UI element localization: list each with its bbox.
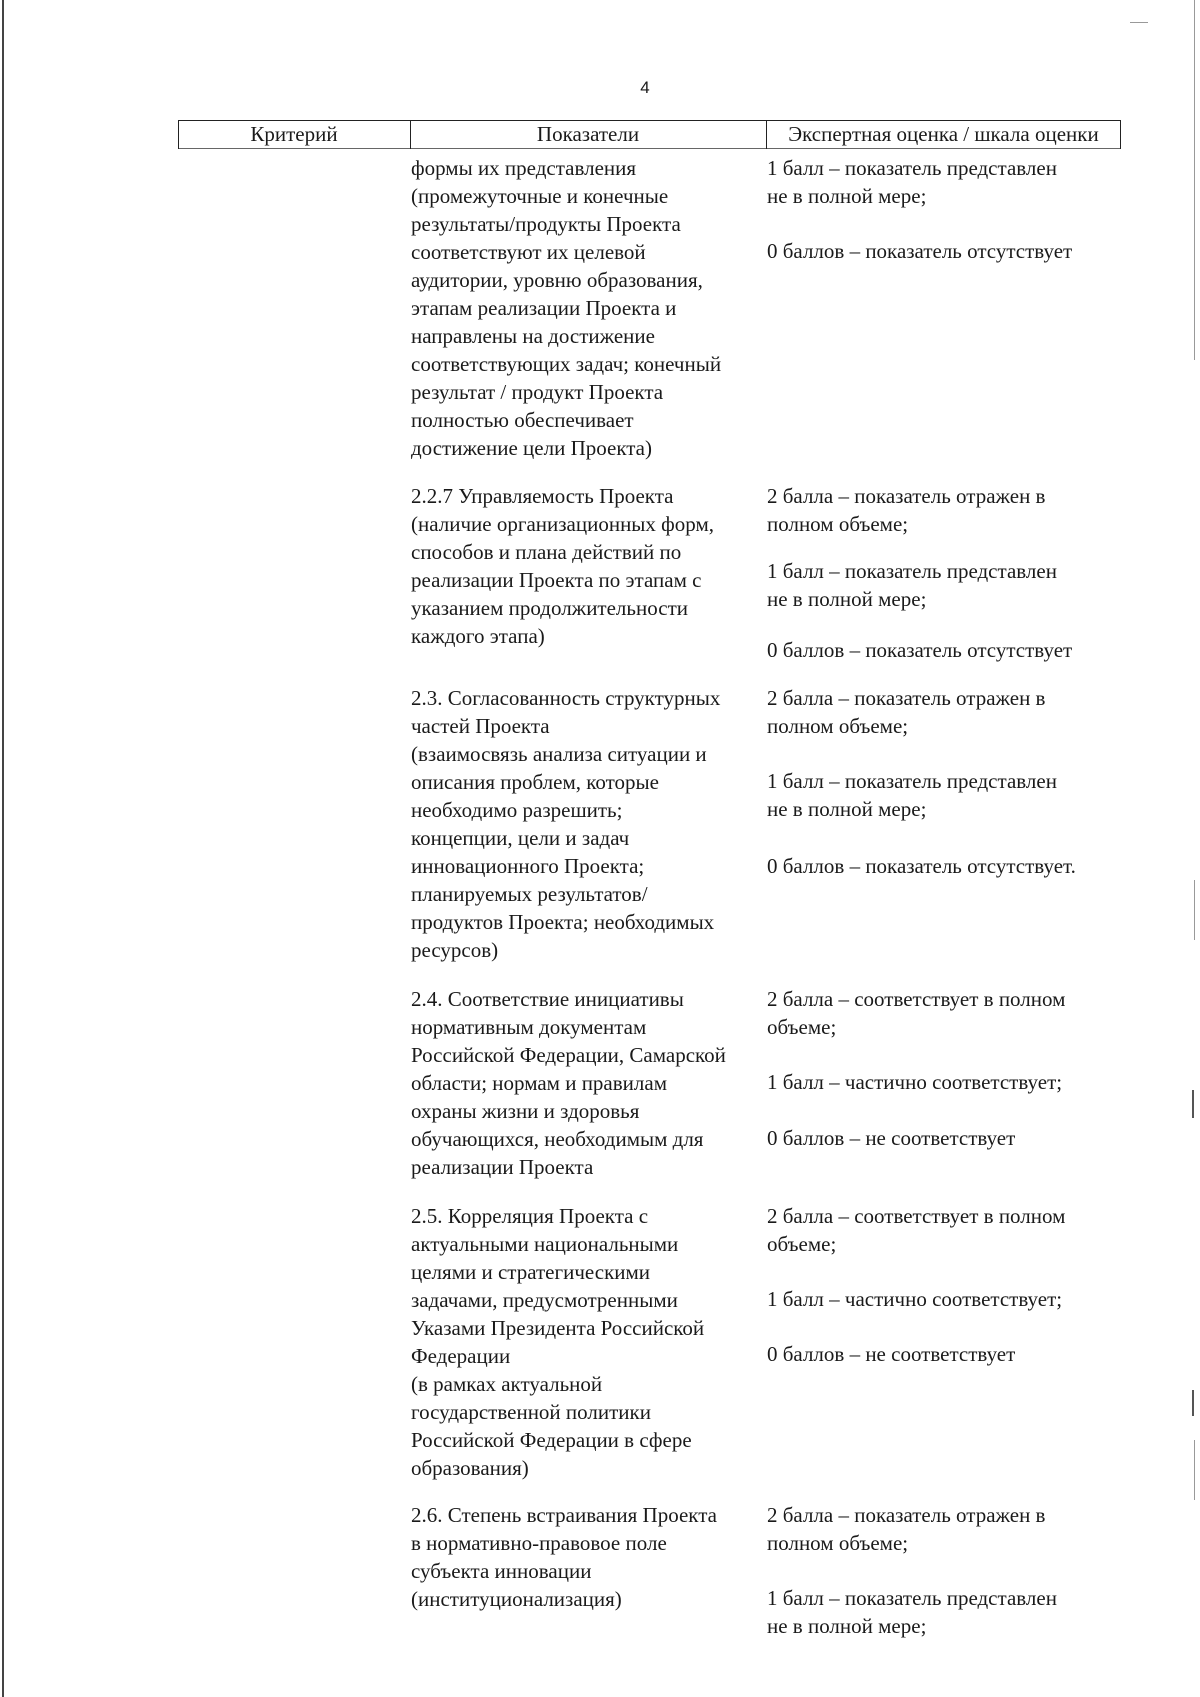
score-item — [767, 557, 1117, 613]
score-item — [767, 1124, 1117, 1152]
score-item — [767, 482, 1117, 538]
scan-edge-left — [2, 0, 4, 1697]
score-line: 1 балл – показатель представлен — [767, 1586, 1057, 1610]
indicator-line: Указами Президента Российской — [411, 1316, 705, 1340]
header-criterion: Критерий — [250, 122, 338, 146]
indicator-line: концепции, цели и задач — [411, 826, 630, 850]
score-line: полном объеме; — [767, 714, 909, 738]
indicator-line: этапам реализации Проекта и — [411, 296, 677, 320]
indicator-cell — [411, 985, 771, 1181]
score-line: 2 балла – соответствует в полном — [767, 1204, 1066, 1228]
indicator-line: (промежуточные и конечные — [411, 184, 669, 208]
indicator-line: Российской Федерации в сфере — [411, 1428, 692, 1452]
indicator-line: 2.4. Соответствие инициативы — [411, 987, 684, 1011]
indicator-line: обучающихся, необходимым для — [411, 1127, 704, 1151]
score-item — [767, 237, 1117, 265]
header-indicators: Показатели — [536, 122, 640, 146]
indicator-line: 2.2.7 Управляемость Проекта — [411, 484, 674, 508]
indicator-line: 2.6. Степень встраивания Проекта — [411, 1503, 717, 1527]
indicator-line: 2.3. Согласованность структурных — [411, 686, 721, 710]
score-line: объеме; — [767, 1232, 837, 1256]
indicator-line: в нормативно-правовое поле — [411, 1531, 667, 1555]
indicator-line: области; нормам и правилам — [411, 1071, 667, 1095]
score-item — [767, 852, 1117, 880]
indicator-line: реализации Проекта — [411, 1155, 594, 1179]
scan-mark — [1192, 1090, 1194, 1118]
indicator-line: охраны жизни и здоровья — [411, 1099, 640, 1123]
indicator-line: каждого этапа) — [411, 624, 545, 648]
indicator-line: необходимо разрешить; — [411, 798, 623, 822]
indicator-line: формы их представления — [411, 156, 637, 180]
indicator-line: актуальными национальными — [411, 1232, 679, 1256]
scan-edge-right — [1194, 0, 1195, 360]
indicator-line: (наличие организационных форм, — [411, 512, 714, 536]
score-item — [767, 154, 1117, 210]
indicator-line: целями и стратегическими — [411, 1260, 651, 1284]
indicator-line: нормативным документам — [411, 1015, 647, 1039]
indicator-line: полностью обеспечивает — [411, 408, 634, 432]
scan-mark — [1130, 22, 1148, 23]
score-line: 0 баллов – показатель отсутствует. — [767, 854, 1076, 878]
score-line: не в полной мере; — [767, 587, 927, 611]
indicator-line: продуктов Проекта; необходимых — [411, 910, 715, 934]
indicator-line: результат / продукт Проекта — [411, 380, 664, 404]
page-number: 4 — [640, 78, 650, 97]
score-line: не в полной мере; — [767, 797, 927, 821]
score-line: 2 балла – показатель отражен в — [767, 484, 1046, 508]
score-line: объеме; — [767, 1015, 837, 1039]
score-line: 1 балл – частично соответствует; — [767, 1287, 1063, 1311]
score-item — [767, 1501, 1117, 1557]
score-line: 1 балл – показатель представлен — [767, 769, 1057, 793]
score-item — [767, 684, 1117, 740]
indicator-line: соответствующих задач; конечный — [411, 352, 722, 376]
indicator-cell — [411, 154, 771, 462]
indicator-cell — [411, 1202, 771, 1482]
indicator-line: направлены на достижение — [411, 324, 655, 348]
indicator-line: реализации Проекта по этапам с — [411, 568, 702, 592]
score-line: полном объеме; — [767, 512, 909, 536]
score-line: 0 баллов – показатель отсутствует — [767, 638, 1073, 662]
indicator-line: Федерации — [411, 1344, 511, 1368]
score-line: 2 балла – показатель отражен в — [767, 1503, 1046, 1527]
score-item — [767, 1584, 1117, 1640]
table-header-bottom-border — [178, 148, 1121, 149]
header-assessment: Экспертная оценка / шкала оценки — [788, 122, 1099, 146]
indicator-line: результаты/продукты Проекта — [411, 212, 681, 236]
score-line: не в полной мере; — [767, 184, 927, 208]
indicator-line: государственной политики — [411, 1400, 651, 1424]
score-line: 0 баллов – показатель отсутствует — [767, 239, 1073, 263]
scan-mark — [1194, 880, 1195, 940]
indicator-cell — [411, 684, 771, 964]
indicator-line: (в рамках актуальной — [411, 1372, 603, 1396]
indicator-line: (взаимосвязь анализа ситуации и — [411, 742, 707, 766]
scan-mark — [1194, 1440, 1195, 1500]
indicator-line: описания проблем, которые — [411, 770, 659, 794]
indicator-line: способов и плана действий по — [411, 540, 682, 564]
score-line: 1 балл – показатель представлен — [767, 559, 1057, 583]
indicator-line: (институционализация) — [411, 1587, 622, 1611]
score-line: 1 балл – частично соответствует; — [767, 1070, 1063, 1094]
score-line: не в полной мере; — [767, 1614, 927, 1638]
score-line: 1 балл – показатель представлен — [767, 156, 1057, 180]
score-line: 0 баллов – не соответствует — [767, 1126, 1016, 1150]
indicator-line: инновационного Проекта; — [411, 854, 645, 878]
score-item — [767, 1285, 1117, 1313]
score-line: полном объеме; — [767, 1531, 909, 1555]
scan-mark — [1192, 1390, 1194, 1416]
score-item — [767, 1068, 1117, 1096]
table-header — [178, 121, 1121, 147]
indicator-line: достижение цели Проекта) — [411, 436, 652, 460]
score-item — [767, 767, 1117, 823]
score-line: 2 балла – соответствует в полном — [767, 987, 1066, 1011]
indicator-line: планируемых результатов/ — [411, 882, 648, 906]
indicator-line: частей Проекта — [411, 714, 550, 738]
indicator-line: образования) — [411, 1456, 529, 1480]
indicator-line: задачами, предусмотренными — [411, 1288, 678, 1312]
indicator-cell — [411, 1501, 771, 1613]
score-item — [767, 636, 1117, 664]
indicator-line: субъекта инновации — [411, 1559, 592, 1583]
score-line: 0 баллов – не соответствует — [767, 1342, 1016, 1366]
score-item — [767, 1202, 1117, 1258]
indicator-cell — [411, 482, 771, 650]
score-item — [767, 985, 1117, 1041]
score-line: 2 балла – показатель отражен в — [767, 686, 1046, 710]
score-item — [767, 1340, 1117, 1368]
indicator-line: соответствуют их целевой — [411, 240, 646, 264]
indicator-line: Российской Федерации, Самарской — [411, 1043, 726, 1067]
indicator-line: указанием продолжительности — [411, 596, 688, 620]
indicator-line: 2.5. Корреляция Проекта с — [411, 1204, 649, 1228]
indicator-line: ресурсов) — [411, 938, 499, 962]
indicator-line: аудитории, уровню образования, — [411, 268, 703, 292]
